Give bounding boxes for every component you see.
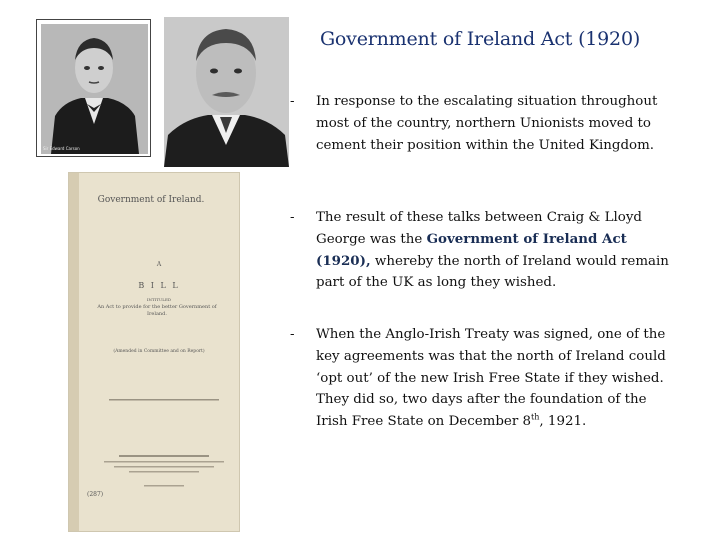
doc-intituled: INTITULED — [146, 297, 172, 302]
bill-document-image — [68, 172, 240, 532]
craig-figure — [164, 17, 289, 167]
bullet-2-text — [316, 207, 678, 294]
bullet-3-post: , 1921. — [539, 414, 587, 430]
slide-title: Government of Ireland Act (1920) — [319, 28, 641, 50]
carson-photo — [41, 24, 146, 152]
document-spine — [69, 173, 79, 531]
bullet-2-post: whereby the north of Ireland would remain part of the UK as long they wished. — [316, 253, 669, 291]
doc-title: Government of Ireland. — [97, 195, 205, 205]
carson-caption: Sir Edward Carson — [43, 146, 80, 151]
bullet-dash: - — [290, 327, 295, 342]
doc-amended: (Amended in Committee and on Report) — [113, 349, 205, 354]
act-name-highlight: Government of Ireland Act (1920), — [316, 230, 627, 269]
doc-number: (287) — [87, 491, 104, 498]
doc-fine-print — [99, 399, 229, 499]
doc-letter-a: A — [156, 261, 162, 268]
bullet-3-text — [316, 324, 678, 433]
bullet-dash: - — [290, 210, 295, 225]
bullet-1-text: In response to the escalating situation throughout most of the country, northern Unionists moved to cement their position within the United Kingdom. — [316, 94, 658, 153]
doc-purpose: An Act to provide for the better Government of Ireland. — [97, 304, 217, 317]
carson-portrait — [36, 19, 151, 157]
bullet-dash: - — [290, 94, 295, 109]
carson-figure — [41, 24, 148, 154]
doc-bill: B I L L — [138, 281, 180, 290]
bullet-2-pre: The result of these talks between Craig & Lloyd George was the — [316, 210, 642, 247]
bullet-3-sup: th — [531, 412, 540, 422]
bullet-3-pre: When the Anglo-Irish Treaty was signed, one of the key agreements was that the north of Ireland could ‘opt out’ of the new Irish Free State if they wished. They did so, two days after the foundation of the Irish Free State on December 8 — [316, 327, 666, 430]
craig-portrait — [164, 17, 289, 167]
